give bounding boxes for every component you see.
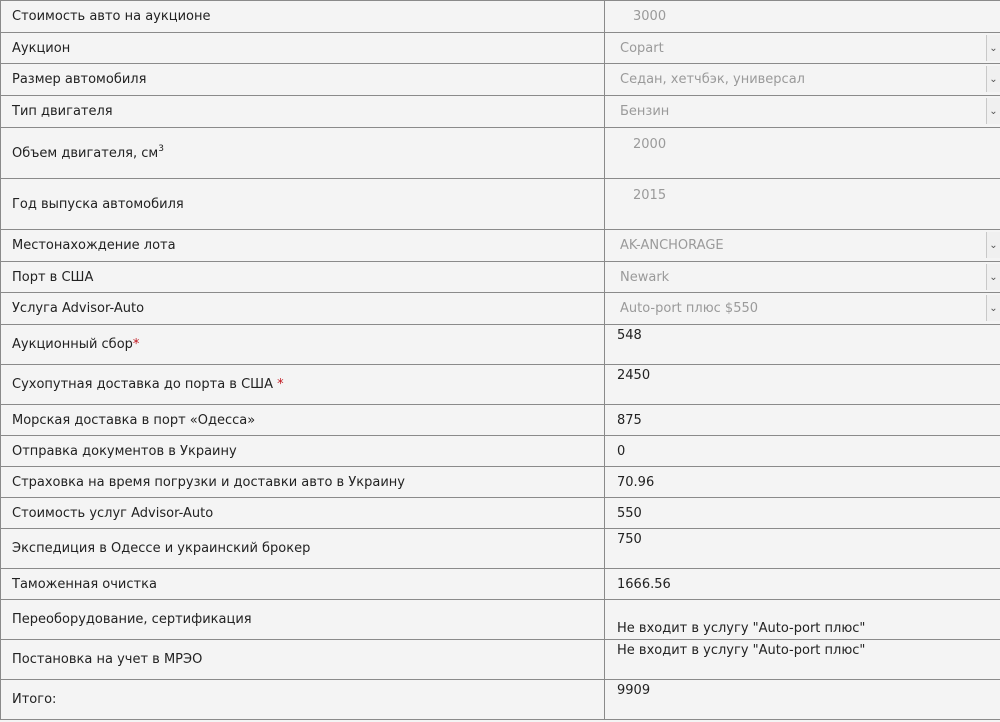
- chevron-down-icon[interactable]: ⌄: [986, 295, 1000, 321]
- row-expedition: [1, 529, 1000, 569]
- row-total: [1, 680, 1000, 720]
- row-certification: [1, 600, 1000, 640]
- us-port-select[interactable]: Newark ⌄: [605, 262, 1000, 293]
- label: Страховка на время погрузки и доставки авто в Украину: [1, 467, 605, 498]
- label: Морская доставка в порт «Одесса»: [1, 405, 605, 436]
- row-engine-volume: [1, 128, 1000, 179]
- row-sea-delivery: [1, 405, 1000, 436]
- service-cost-value: 550: [605, 498, 1000, 529]
- auction-fee-value: 548: [605, 325, 1000, 365]
- label: Экспедиция в Одессе и украинский брокер: [1, 529, 605, 569]
- sea-delivery-value: 875: [605, 405, 1000, 436]
- expedition-value: 750: [605, 529, 1000, 569]
- label: Стоимость авто на аукционе: [1, 1, 605, 33]
- auction-select[interactable]: Copart ⌄: [605, 33, 1000, 64]
- customs-value: 1666.56: [605, 569, 1000, 600]
- label: Стоимость услуг Advisor-Auto: [1, 498, 605, 529]
- row-year: [1, 179, 1000, 230]
- label: Отправка документов в Украину: [1, 436, 605, 467]
- chevron-down-icon[interactable]: ⌄: [986, 66, 1000, 92]
- insurance-value: 70.96: [605, 467, 1000, 498]
- row-customs: [1, 569, 1000, 600]
- label: Услуга Advisor-Auto: [1, 293, 605, 325]
- row-auction-fee: [1, 325, 1000, 365]
- chevron-down-icon[interactable]: ⌄: [986, 35, 1000, 61]
- label: Таможенная очистка: [1, 569, 605, 600]
- car-size-select[interactable]: Седан, хетчбэк, универсал ⌄: [605, 64, 1000, 96]
- row-engine-type: [1, 96, 1000, 128]
- auction-price-input[interactable]: 3000: [605, 1, 1000, 33]
- label: Объем двигателя, $см^3$: [1, 128, 605, 179]
- total-label: Итого:: [1, 680, 605, 720]
- row-registration: [1, 640, 1000, 680]
- label: Размер автомобиля: [1, 64, 605, 96]
- chevron-down-icon[interactable]: ⌄: [986, 98, 1000, 124]
- required-marker: *: [277, 377, 284, 392]
- service-select[interactable]: Auto-port плюс $550 ⌄: [605, 293, 1000, 325]
- label: Аукцион: [1, 33, 605, 64]
- label: Сухопутная доставка до порта в США *: [1, 365, 605, 405]
- row-car-size: [1, 64, 1000, 96]
- row-us-port: [1, 262, 1000, 293]
- label: Год выпуска автомобиля: [1, 179, 605, 230]
- label: Порт в США: [1, 262, 605, 293]
- row-auction-price: [1, 1, 1000, 33]
- row-insurance: [1, 467, 1000, 498]
- label: Тип двигателя: [1, 96, 605, 128]
- label: Местонахождение лота: [1, 230, 605, 262]
- row-lot-location: [1, 230, 1000, 262]
- label: Переоборудование, сертификация: [1, 600, 605, 640]
- required-marker: *: [132, 337, 140, 352]
- engine-type-select[interactable]: Бензин ⌄: [605, 96, 1000, 128]
- chevron-down-icon[interactable]: ⌄: [986, 264, 1000, 290]
- row-service: [1, 293, 1000, 325]
- chevron-down-icon[interactable]: ⌄: [986, 232, 1000, 258]
- label: Постановка на учет в МРЭО: [1, 640, 605, 680]
- documents-value: 0: [605, 436, 1000, 467]
- row-auction: [1, 33, 1000, 64]
- certification-value: Не входит в услугу "Auto-port плюс": [605, 600, 1000, 640]
- row-documents: [1, 436, 1000, 467]
- row-service-cost: [1, 498, 1000, 529]
- total-value: 9909: [605, 680, 1000, 720]
- registration-value: Не входит в услугу "Auto-port плюс": [605, 640, 1000, 680]
- land-delivery-value: 2450: [605, 365, 1000, 405]
- engine-volume-input[interactable]: 2000: [605, 128, 1000, 179]
- label: Аукционный сбор*: [1, 325, 605, 365]
- year-input[interactable]: 2015: [605, 179, 1000, 230]
- row-land-delivery: [1, 365, 1000, 405]
- lot-location-select[interactable]: AK-ANCHORAGE ⌄: [605, 230, 1000, 262]
